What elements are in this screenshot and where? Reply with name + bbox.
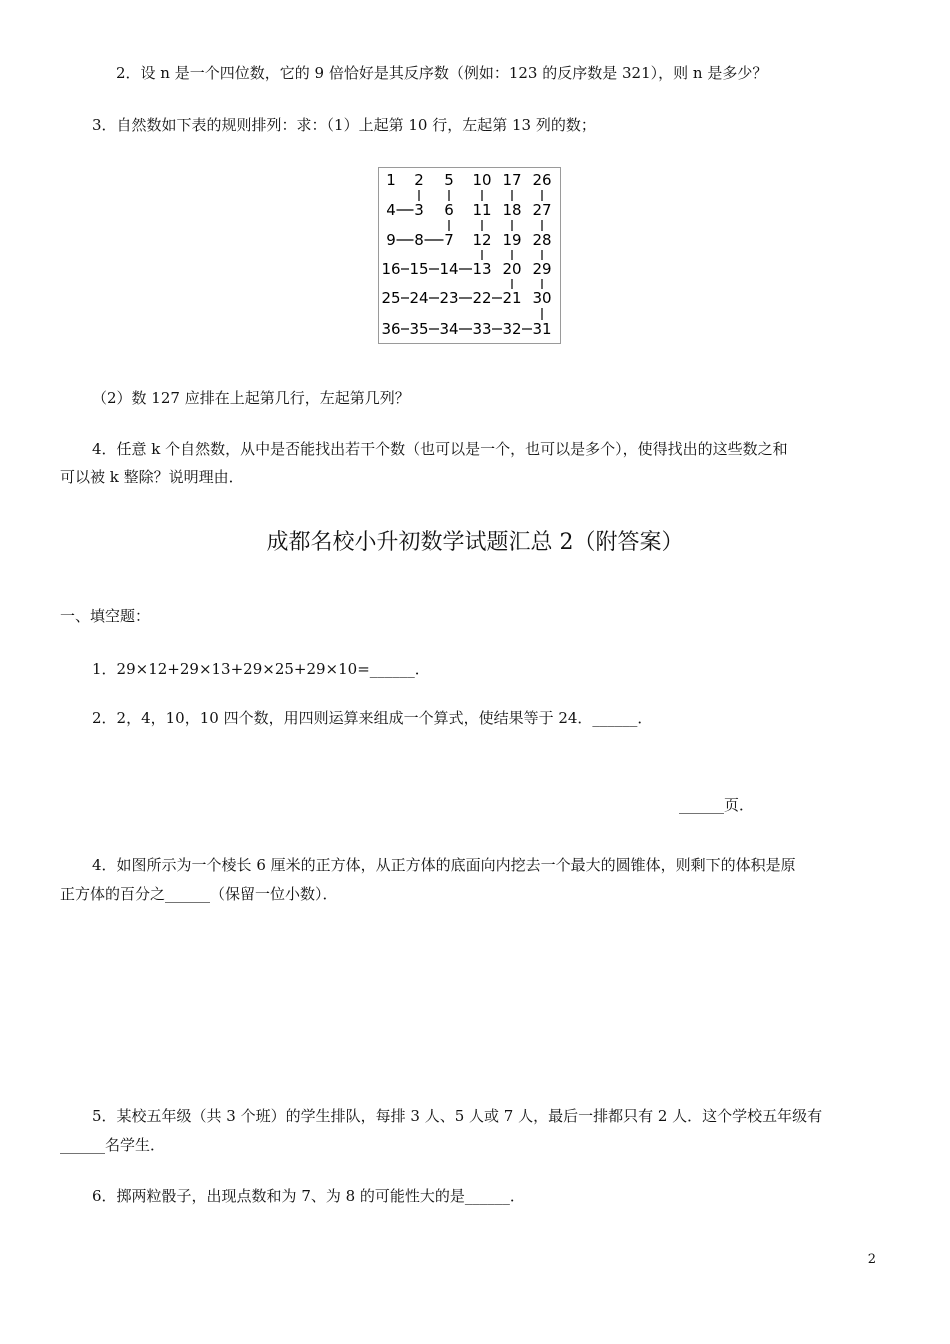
grid-cell: 6 (444, 201, 454, 219)
grid-cell: 8 (414, 231, 424, 249)
q4-text-line1: 4．任意 k 个自然数，从中是否能找出若干个数（也可以是一个，也可以是多个），使得找出的这些数之和 (92, 440, 788, 458)
grid-cell: 22 (472, 289, 492, 307)
fill-question-6: 6．掷两粒骰子，出现点数和为 7、为 8 的可能性大的是______． (92, 1187, 525, 1205)
fill-question-4-line2: 正方体的百分之______（保留一位小数）． (60, 885, 338, 903)
grid-cell: 33 (472, 320, 492, 338)
q4-text-line2: 可以被 k 整除？说明理由． (60, 468, 244, 486)
grid-cell: 19 (502, 231, 522, 249)
grid-cell: 27 (532, 201, 552, 219)
grid-cell: 29 (532, 260, 552, 278)
fill-question-1: 1．29×12+29×13+29×25+29×10=______． (92, 660, 430, 678)
fill-question-2: 2．2，4，10，10 四个数，用四则运算来组成一个算式，使结果等于 24．______． (92, 709, 653, 727)
grid-cell: 9 (386, 231, 396, 249)
grid-cell: 7 (444, 231, 454, 249)
grid-cell: 4 (386, 201, 396, 219)
grid-cell: 30 (532, 289, 552, 307)
grid-cell: 28 (532, 231, 552, 249)
grid-cell: 11 (472, 201, 492, 219)
grid-cell: 14 (439, 260, 459, 278)
q3-part2-text: （2）数 127 应排在上起第几行，左起第几列？ (92, 389, 410, 407)
grid-cell: 1 (386, 171, 396, 189)
page-number: 2 (867, 1252, 876, 1267)
number-grid-figure (378, 167, 561, 344)
grid-cell: 24 (409, 289, 429, 307)
grid-cell: 15 (409, 260, 429, 278)
grid-cell: 10 (472, 171, 492, 189)
section-title: 成都名校小升初数学试题汇总 2（附答案） (266, 530, 684, 555)
grid-cell: 32 (502, 320, 522, 338)
grid-cell: 3 (414, 201, 424, 219)
grid-cell: 21 (502, 289, 522, 307)
part-heading: 一、填空题： (60, 607, 151, 625)
grid-cell: 34 (439, 320, 459, 338)
grid-cell: 12 (472, 231, 492, 249)
grid-cell: 16 (381, 260, 401, 278)
grid-cell: 17 (502, 171, 522, 189)
grid-cell: 36 (381, 320, 401, 338)
q3-text: 3．自然数如下表的规则排列：求：（1）上起第 10 行，左起第 13 列的数； (92, 116, 596, 134)
grid-cell: 25 (381, 289, 401, 307)
grid-cell: 35 (409, 320, 429, 338)
grid-cell: 26 (532, 171, 552, 189)
fill-question-4-line1: 4．如图所示为一个棱长 6 厘米的正方体，从正方体的底面向内挖去一个最大的圆锥体，则剩下的体积是原 (92, 856, 796, 874)
grid-cell: 18 (502, 201, 522, 219)
grid-cell: 5 (444, 171, 454, 189)
fill-question-5-line1: 5．某校五年级（共 3 个班）的学生排队，每排 3 人、5 人或 7 人，最后一排都只有 2 人．这个学校五年级有 (92, 1107, 823, 1125)
grid-cell: 23 (439, 289, 459, 307)
fill-question-5-line2: ______名学生． (60, 1136, 166, 1154)
grid-cell: 2 (414, 171, 424, 189)
grid-cell: 31 (532, 320, 552, 338)
fill-question-3-tail: ______页． (679, 796, 755, 814)
grid-cell: 13 (472, 260, 492, 278)
q2-text: 2．设 n 是一个四位数，它的 9 倍恰好是其反序数（例如：123 的反序数是 321），则 n 是多少？ (116, 64, 768, 82)
grid-cell: 20 (502, 260, 522, 278)
